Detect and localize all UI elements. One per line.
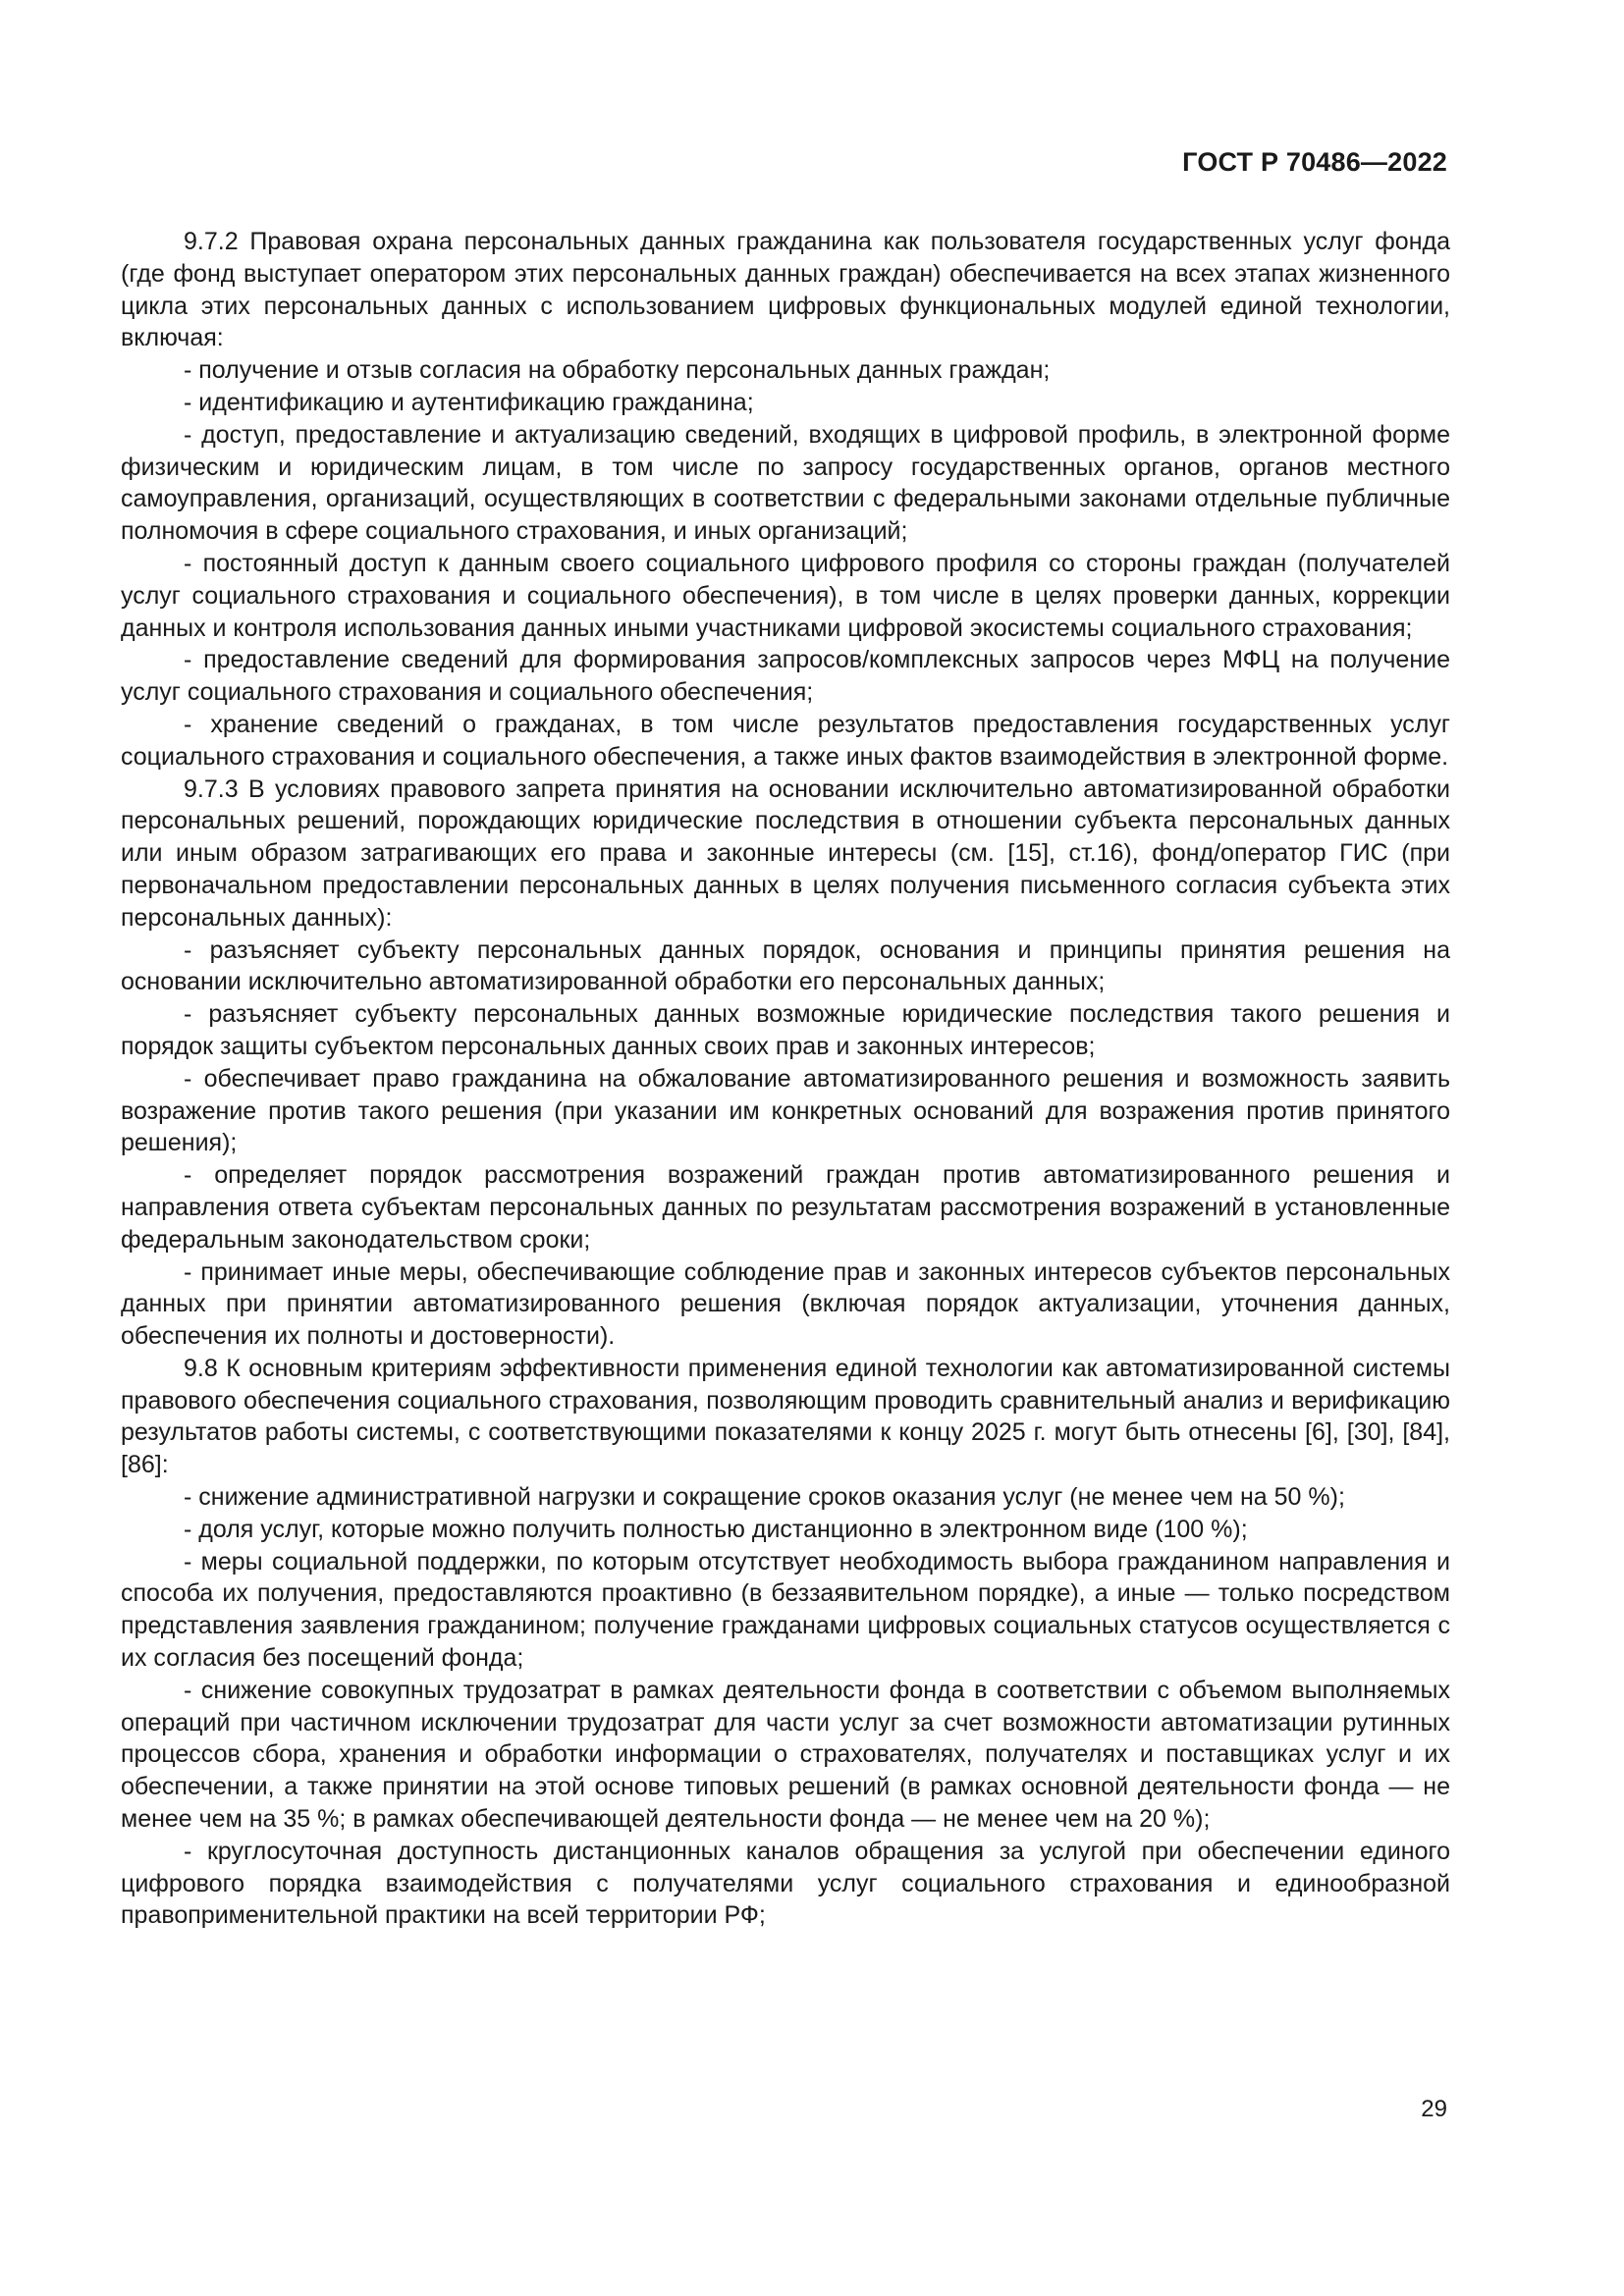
list-item: - снижение совокупных трудозатрат в рамках деятельности фонда в соответствии с объемом выполняемых операций при частичном исключении трудозатрат для части услуг за счет возможности автоматизации рутинных процессов сбора, хранения и обработки информации о страхователях, получателях и поставщиках услуг и их обеспечении, а также принятии на этой основе типовых решений (в рамках основной деятельности фонда — не менее чем на 35 %; в рамках обеспечивающей деятельности фонда — не менее чем на 20 %); bbox=[121, 1676, 1450, 1834]
page-number: 29 bbox=[1421, 2096, 1447, 2122]
list-item: - определяет порядок рассмотрения возражений граждан против автоматизированного решения и направления ответа субъектам персональных данных по результатам рассмотрения возражений в установленные федеральным законодательством сроки; bbox=[121, 1161, 1450, 1254]
list-item: - предоставление сведений для формирования запросов/комплексных запросов через МФЦ на получение услуг социального страхования и социального обеспечения; bbox=[121, 646, 1450, 707]
list-item: - разъясняет субъекту персональных данных возможные юридические последствия такого решения и порядок защиты субъектом персональных данных своих прав и законных интересов; bbox=[121, 1000, 1450, 1060]
list-item: - обеспечивает право гражданина на обжалование автоматизированного решения и возможность заявить возражение против такого решения (при указании им конкретных оснований для возражения против принятого решения); bbox=[121, 1064, 1450, 1157]
list-item: - постоянный доступ к данным своего социального цифрового профиля со стороны граждан (получателей услуг социального страхования и социального обеспечения), в том числе в целях проверки данных, коррекции данных и контроля использования данных иными участниками цифровой экосистемы социального страхования; bbox=[121, 549, 1450, 642]
list-item: - доступ, предоставление и актуализацию сведений, входящих в цифровой профиль, в электронной форме физическим и юридическим лицам, в том числе по запросу государственных органов, органов местного самоуправления, организаций, осуществляющих в соответствии с федеральными законами отдельные публичные полномочия в сфере социального страхования, и иных организаций; bbox=[121, 420, 1450, 546]
paragraph-9-7-3: 9.7.3 В условиях правового запрета принятия на основании исключительно автоматизированной обработки персональных решений, порождающих юридические последствия в отношении субъекта персональных данных или иным образом затрагивающих его права и законные интересы (см. [15], ст.16), фонд/оператор ГИС (при первоначальном предоставлении персональных данных в целях получения письменного согласия субъекта этих персональных данных): bbox=[121, 774, 1450, 932]
list-item: - разъясняет субъекту персональных данных порядок, основания и принципы принятия решения на основании исключительно автоматизированной обработки его персональных данных; bbox=[121, 935, 1450, 996]
paragraph-9-8: 9.8 К основным критериям эффективности применения единой технологии как автоматизированной системы правового обеспечения социального страхования, позволяющим проводить сравнительный анализ и верификацию результатов работы системы, с соответствующими показателями к концу 2025 г. могут быть отнесены [6], [30], [84], [86]: bbox=[121, 1354, 1450, 1479]
list-item: - идентификацию и аутентификацию гражданина; bbox=[184, 388, 754, 416]
list-item: - получение и отзыв согласия на обработку персональных данных граждан; bbox=[184, 356, 1051, 385]
list-item: - принимает иные меры, обеспечивающие соблюдение прав и законных интересов субъектов персональных данных при принятии автоматизированного решения (включая порядок актуализации, уточнения данных, обеспечения их полноты и достоверности). bbox=[121, 1257, 1450, 1351]
list-item: - снижение административной нагрузки и сокращение сроков оказания услуг (не менее чем на 50 %); bbox=[184, 1483, 1345, 1512]
list-item: - доля услуг, которые можно получить полностью дистанционно в электронном виде (100 %); bbox=[184, 1515, 1248, 1543]
list-item: - круглосуточная доступность дистанционных каналов обращения за услугой при обеспечении единого цифрового порядка взаимодействия с получателями услуг социального страхования и единообразной правоприменительной практики на всей территории РФ; bbox=[121, 1837, 1450, 1930]
list-item: - меры социальной поддержки, по которым отсутствует необходимость выбора гражданином направления и способа их получения, предоставляются проактивно (в беззаявительном порядке), а иные — только посредством представления заявления гражданином; получение гражданами цифровых социальных статусов осуществляется с их согласия без посещений фонда; bbox=[121, 1547, 1450, 1673]
paragraph-9-7-2: 9.7.2 Правовая охрана персональных данных гражданина как пользователя государственных услуг фонда (где фонд выступает оператором этих персональных данных граждан) обеспечивается на всех этапах жизненного цикла этих персональных данных с использованием цифровых функциональных модулей единой технологии, включая: bbox=[121, 228, 1450, 352]
list-item: - хранение сведений о гражданах, в том числе результатов предоставления государственных услуг социального страхования и социального обеспечения, а также иных фактов взаимодействия в электронной форме. bbox=[121, 710, 1450, 771]
document-header: ГОСТ Р 70486—2022 bbox=[1182, 147, 1447, 177]
body-text bbox=[121, 226, 1450, 1932]
